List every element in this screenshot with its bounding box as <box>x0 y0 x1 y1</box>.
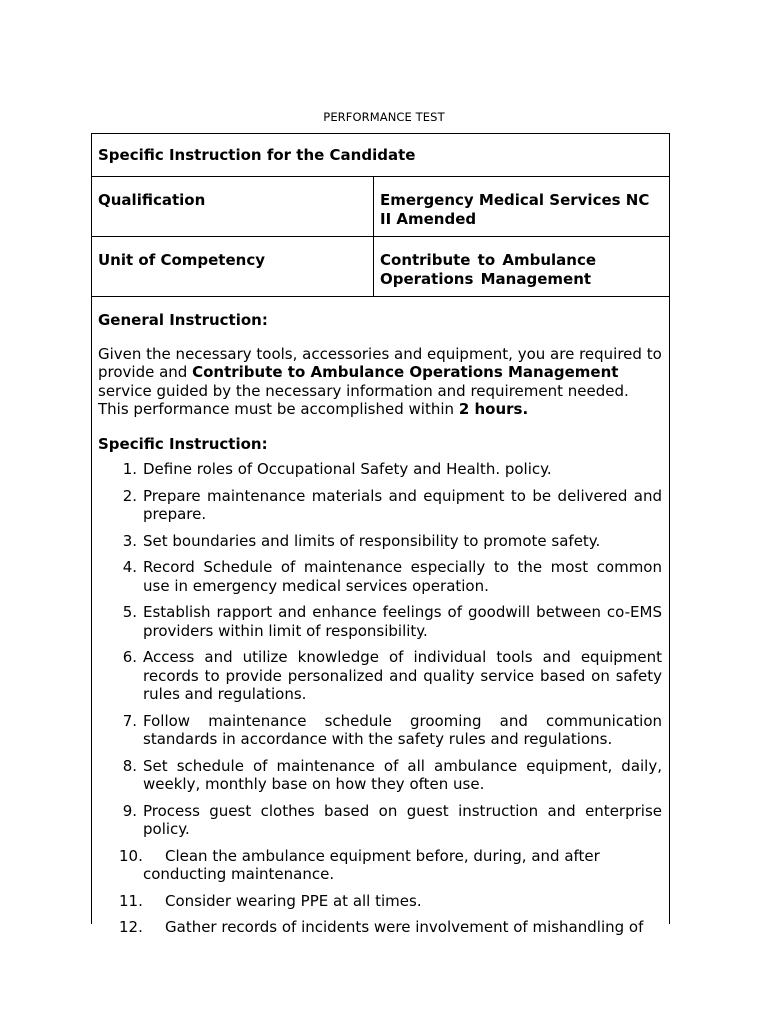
item-text: Establish rapport and enhance feelings of goodwill between co-EMS providers within limit of responsibility. <box>143 603 662 640</box>
item-number: 7. <box>122 711 137 730</box>
instruction-table <box>91 133 670 936</box>
item-number: 9. <box>122 801 137 820</box>
item-number: 4. <box>122 558 137 576</box>
list-item <box>98 532 662 551</box>
list-item <box>98 460 662 479</box>
general-text-2: service guided by the necessary information and requirement needed. This performance must be accomplished within <box>98 381 629 418</box>
item-number: 8. <box>122 756 137 775</box>
unit-value: Contribute to Ambulance Operations Management <box>380 251 597 288</box>
document-header: PERFORMANCE TEST <box>323 110 445 124</box>
list-item <box>98 487 662 524</box>
item-text: Gather records of incidents were involvement of mishandling of <box>165 918 644 936</box>
item-number: 10. <box>119 846 143 865</box>
qualification-row <box>92 177 669 237</box>
item-text: Follow maintenance schedule grooming and communication standards in accordance with the safety rules and regulations. <box>143 711 662 748</box>
item-text: Access and utilize knowledge of individual tools and equipment records to provide personalized and quality service based on safety rules and regulations. <box>143 648 662 703</box>
item-text: Consider wearing PPE at all times. <box>165 891 422 910</box>
item-number: 12. <box>119 918 143 936</box>
table-title: Specific Instruction for the Candidate <box>98 146 416 164</box>
general-text-1: Given the necessary tools, accessories and equipment, you are required to provide and <box>98 344 662 381</box>
item-number: 2. <box>122 486 137 505</box>
item-number: 11. <box>119 891 143 910</box>
item-text: Clean the ambulance equipment before, during, and after <box>165 846 600 865</box>
general-instruction-heading: General Instruction: <box>98 311 268 329</box>
list-item <box>98 757 662 794</box>
table-title-row <box>92 134 669 177</box>
item-number: 6. <box>122 648 137 666</box>
qualification-label: Qualification <box>92 177 374 236</box>
item-text: Process guest clothes based on guest instruction and enterprise policy. <box>143 801 662 838</box>
qualification-value: Emergency Medical Services NC II Amended <box>380 191 650 228</box>
general-text-bold: Contribute to Ambulance Operations Management <box>192 363 619 381</box>
instructions-body <box>92 297 669 937</box>
item-text: Set schedule of maintenance of all ambulance equipment, daily, weekly, monthly base on how they often use. <box>143 756 662 793</box>
item-text: Set boundaries and limits of responsibility to promote safety. <box>143 531 601 550</box>
list-item <box>98 712 662 749</box>
general-instruction-text <box>98 345 662 419</box>
list-item <box>98 847 662 884</box>
list-item <box>98 603 662 640</box>
item-number: 1. <box>122 460 137 478</box>
list-item <box>98 892 662 911</box>
item-text-continued: conducting maintenance. <box>143 865 335 883</box>
item-number: 3. <box>122 531 137 550</box>
list-item <box>98 802 662 839</box>
general-duration: 2 hours. <box>458 400 529 418</box>
specific-instruction-heading: Specific Instruction: <box>98 434 268 453</box>
list-item <box>98 558 662 595</box>
unit-label: Unit of Competency <box>92 237 374 296</box>
item-text: Define roles of Occupational Safety and Health. policy. <box>143 460 552 478</box>
item-number: 5. <box>122 603 137 621</box>
list-item <box>98 918 662 937</box>
specific-instruction-list <box>98 460 662 937</box>
item-text: Prepare maintenance materials and equipment to be delivered and prepare. <box>143 486 662 523</box>
unit-of-competency-row <box>92 237 669 297</box>
item-text: Record Schedule of maintenance especially to the most common use in emergency medical services operation. <box>143 558 662 595</box>
list-item <box>98 648 662 704</box>
